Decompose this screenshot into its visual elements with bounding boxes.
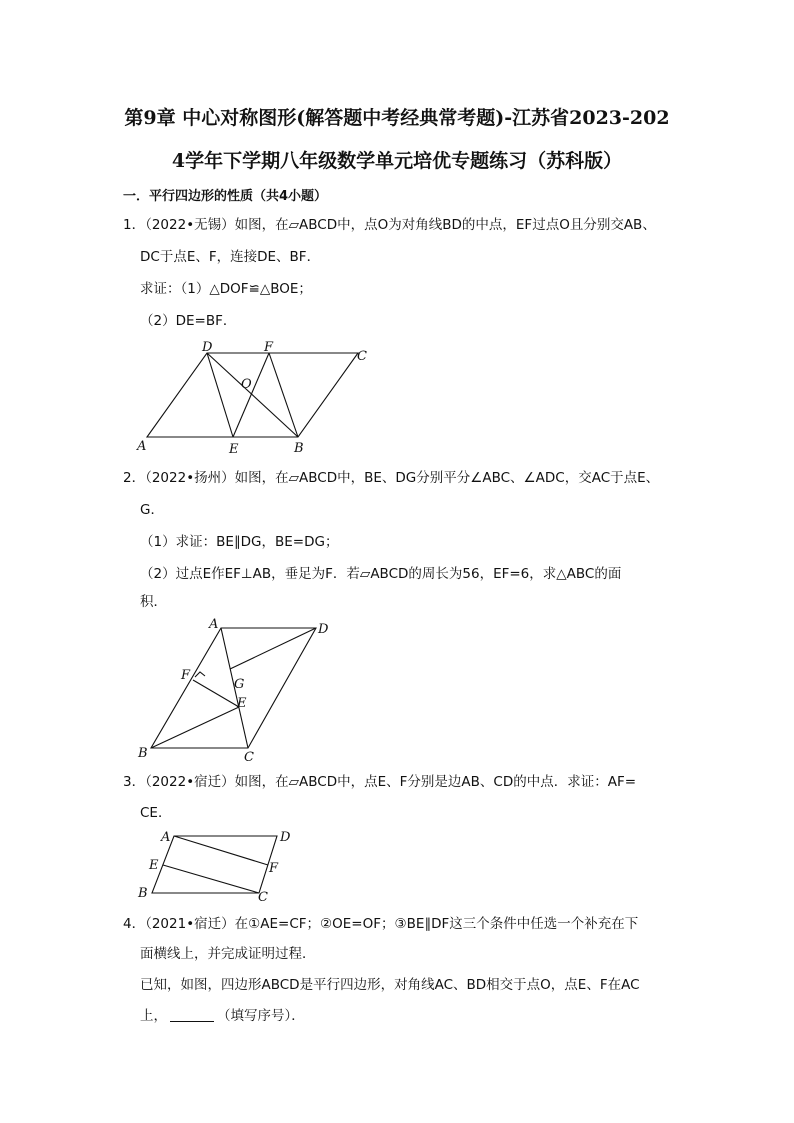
q3-label-d: D: [280, 830, 291, 845]
q1-label-f: F: [264, 340, 274, 355]
q2-label-f: F: [181, 668, 191, 683]
q2-line-2: G．: [140, 502, 164, 518]
q3-segment-ce: [163, 865, 259, 893]
q1-label-b: B: [294, 441, 304, 456]
q2-line-3: （1）求证：BE∥DG，BE=DG；: [140, 534, 339, 550]
q2-segment-be: [151, 707, 239, 748]
q3-label-a: A: [161, 830, 171, 845]
q1-label-o: O: [241, 377, 252, 392]
q4-line-4: [140, 1006, 305, 1026]
page-title-line-1: 第9章 中心对称图形(解答题中考经典常考题)-江苏省2023-202: [124, 107, 670, 129]
q1-label-d: D: [202, 340, 213, 355]
q1-diagonal-bd: [207, 353, 298, 437]
q3-label-b: B: [138, 886, 148, 901]
q1-label-a: A: [137, 439, 147, 454]
page-title-line-2: 4学年下学期八年级数学单元培优专题练习（苏科版）: [171, 150, 623, 172]
q2-label-d: D: [318, 622, 329, 637]
q3-segment-af: [174, 836, 268, 865]
q2-segment-ef: [193, 680, 239, 707]
q4-line-1: 4．（2021•宿迁）在①AE=CF；②OE=OF；③BE∥DF这三个条件中任选一个补充在下: [123, 916, 639, 932]
q3-line-1: 3．（2022•宿迁）如图，在▱ABCD中，点E、F分别是边AB、CD的中点．求证：AF=: [123, 774, 637, 790]
q2-line-1: 2．（2022•扬州）如图，在▱ABCD中，BE、DG分别平分∠ABC、∠ADC，交AC于点E、: [123, 470, 660, 486]
q1-segment-ef: [233, 353, 269, 437]
q4-line-3: 已知，如图，四边形ABCD是平行四边形，对角线AC、BD相交于点O，点E、F在AC: [140, 977, 640, 993]
q4-line-2: 面横线上，并完成证明过程．: [140, 946, 316, 962]
q1-line-3: 求证：（1）△DOF≌△BOE；: [140, 281, 312, 297]
q3-label-f: F: [269, 861, 279, 876]
q2-label-c: C: [244, 750, 254, 765]
q1-label-e: E: [229, 442, 239, 457]
q4-line-4-start: 上，: [140, 1008, 167, 1024]
section-heading: 一．平行四边形的性质（共4小题）: [123, 189, 328, 204]
q3-parallelogram: [152, 836, 277, 893]
q1-line-4: （2）DE=BF．: [140, 313, 237, 329]
q1-segment-bf: [269, 353, 298, 437]
q2-line-5: 积．: [140, 594, 167, 610]
q3-line-2: CE．: [140, 805, 172, 821]
q2-label-g: G: [234, 677, 245, 692]
q1-line-2: DC于点E、F，连接DE、BF．: [140, 249, 321, 265]
q2-line-4: （2）过点E作EF⊥AB，垂足为F．若▱ABCD的周长为56，EF=6，求△ABC的面: [140, 566, 622, 582]
q2-label-e: E: [237, 696, 247, 711]
q2-segment-dg: [230, 628, 316, 669]
q1-line-1: 1．（2022•无锡）如图，在▱ABCD中，点O为对角线BD的中点，EF过点O且分别交AB、: [123, 217, 656, 233]
q2-label-a: A: [209, 617, 219, 632]
q4-answer-blank[interactable]: [170, 1007, 214, 1022]
q2-right-angle-mark: [195, 672, 205, 677]
q4-line-4-end: （填写序号）．: [217, 1008, 305, 1024]
q3-label-c: C: [258, 890, 268, 905]
q1-label-c: C: [357, 349, 367, 364]
q3-label-e: E: [149, 858, 159, 873]
q2-label-b: B: [138, 746, 148, 761]
